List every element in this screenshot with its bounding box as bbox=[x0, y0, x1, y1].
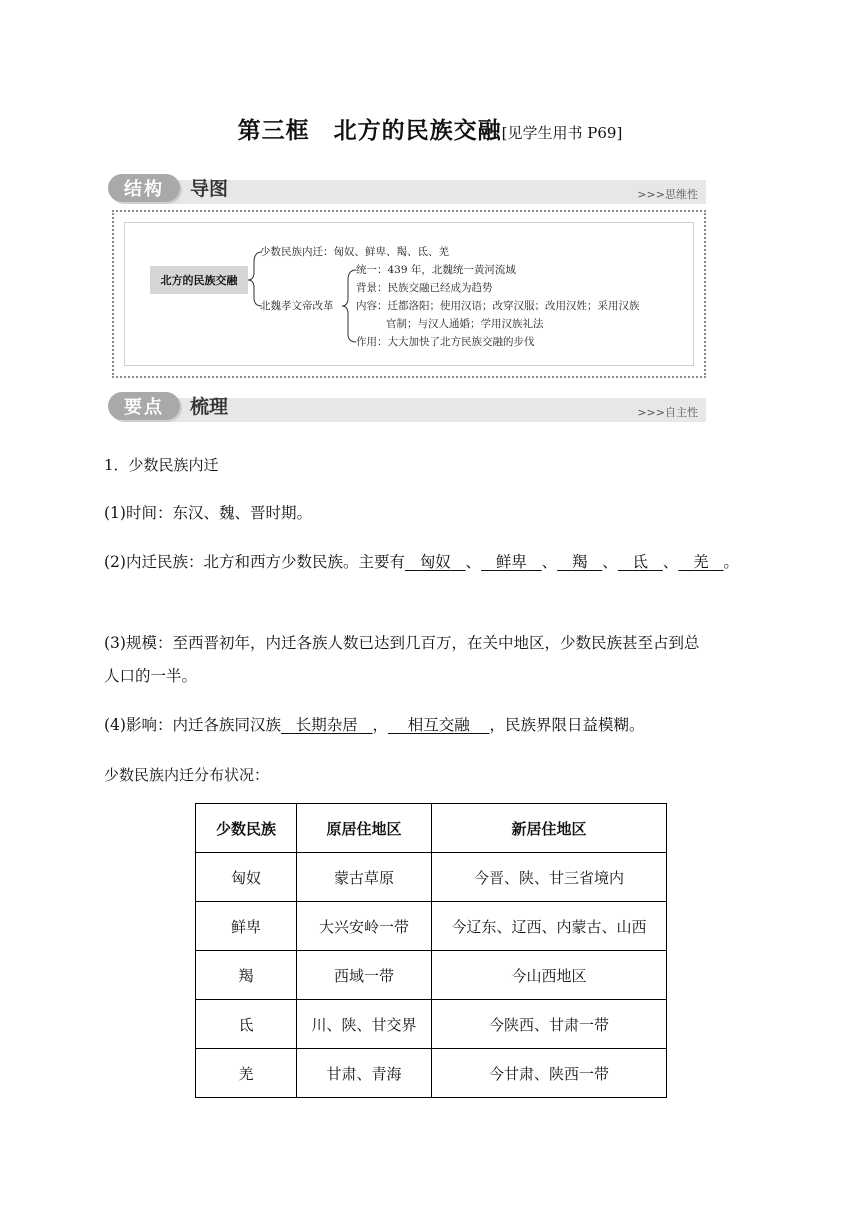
header-ethnic: 少数民族 bbox=[196, 804, 297, 853]
banner-tag: >>>自主性 bbox=[637, 406, 698, 419]
blank-xianbei: 鲜卑 bbox=[495, 553, 527, 571]
scale-paragraph: (3)规模：至西晋初年，内迁各族人数已达到几百万，在关中地区，少数民族甚至占到总 人口的一半。 bbox=[104, 634, 700, 685]
ethnic-paragraph: (2)内迁民族：北方和西方少数民族。主要有 匈奴 、 鲜卑 、 羯 、 氐 、 羌 。 bbox=[104, 553, 739, 571]
banner-word: 梳理 bbox=[190, 396, 229, 418]
reform-unify: 统一：439 年，北魏统一黄河流域 bbox=[356, 264, 516, 276]
time-paragraph: (1)时间：东汉、魏、晋时期。 bbox=[104, 504, 312, 522]
table-row: 匈奴 蒙古草原 今晋、陕、甘三省境内 bbox=[196, 853, 667, 902]
blank-di: 氐 bbox=[632, 553, 649, 571]
distribution-table bbox=[195, 803, 667, 1098]
reform-background: 背景：民族交融已经成为趋势 bbox=[356, 282, 493, 294]
header-new: 新居住地区 bbox=[432, 804, 667, 853]
reform-content: 内容：迁都洛阳；使用汉语；改穿汉服；改用汉姓；采用汉族 bbox=[356, 300, 640, 312]
impact-paragraph: (4)影响：内迁各族同汉族 长期杂居 ， 相互交融 ，民族界限日益模糊。 bbox=[104, 716, 645, 734]
blank-mutual-blending: 相互交融 bbox=[407, 716, 470, 734]
reform-content-cont: 官制；与汉人通婚；学用汉族礼法 bbox=[386, 318, 544, 330]
table-row: 羯 西域一带 今山西地区 bbox=[196, 951, 667, 1000]
key-points-banner bbox=[108, 390, 706, 424]
banner-word: 导图 bbox=[190, 178, 229, 200]
title-text: 第三框 北方的民族交融 bbox=[237, 118, 502, 144]
table-row: 羌 甘肃、青海 今甘肃、陕西一带 bbox=[196, 1049, 667, 1098]
blank-long-term-coexistence: 长期杂居 bbox=[295, 716, 358, 734]
section-heading: 1．少数民族内迁 bbox=[104, 456, 219, 474]
blank-qiang: 羌 bbox=[693, 553, 709, 571]
reform-effect: 作用：大大加快了北方民族交融的步伐 bbox=[356, 336, 535, 348]
book-reference: [见学生用书 P69] bbox=[501, 124, 623, 142]
banner-pill: 要点 bbox=[108, 392, 180, 420]
table-row: 氐 川、陕、甘交界 今陕西、甘肃一带 bbox=[196, 1000, 667, 1049]
blank-jie: 羯 bbox=[571, 553, 588, 571]
table-header-row bbox=[196, 804, 667, 853]
banner-pill: 结构 bbox=[108, 174, 180, 202]
mind-map-center: 北方的民族交融 bbox=[150, 266, 248, 294]
branch-reform: 北魏孝文帝改革 bbox=[260, 300, 334, 312]
blank-xiongnu: 匈奴 bbox=[419, 553, 451, 571]
branch-migration: 少数民族内迁：匈奴、鲜卑、羯、氐、羌 bbox=[260, 246, 449, 258]
table-caption: 少数民族内迁分布状况： bbox=[104, 766, 270, 784]
table-row: 鲜卑 大兴安岭一带 今辽东、辽西、内蒙古、山西 bbox=[196, 902, 667, 951]
header-original: 原居住地区 bbox=[297, 804, 432, 853]
banner-tag: >>>思维性 bbox=[637, 188, 698, 201]
